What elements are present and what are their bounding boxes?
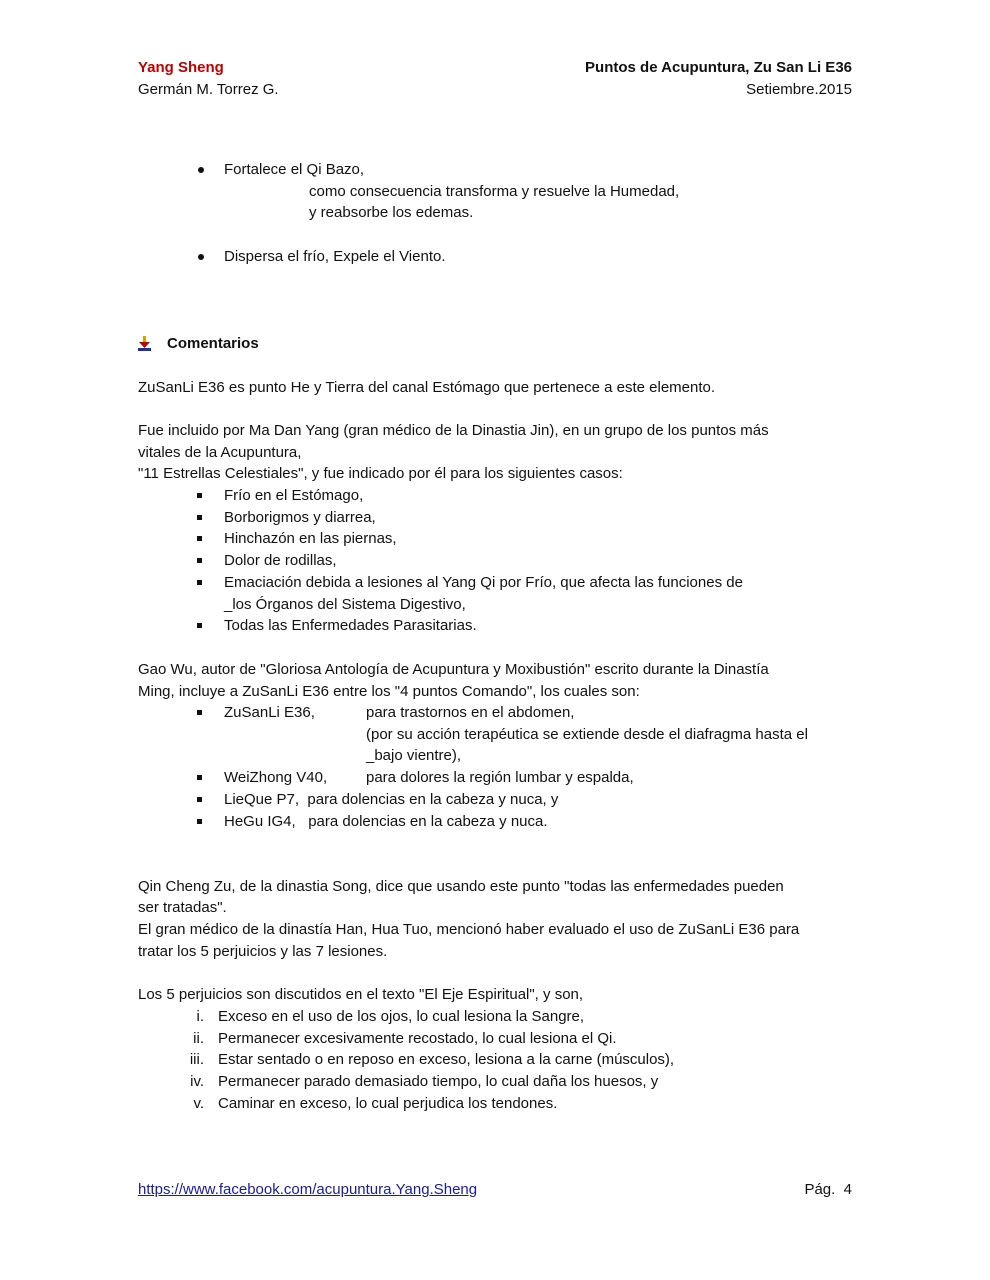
paragraph: Qin Cheng Zu, de la dinastia Song, dice que usando este punto "todas las enfermedades pueden [138,878,784,895]
header-doc-title: Puntos de Acupuntura, Zu San Li E36 [585,59,852,76]
command-point-desc: para trastornos en el abdomen, [366,704,575,721]
paragraph: vitales de la Acupuntura, [138,444,302,461]
square-bullet-icon [197,515,202,520]
square-bullet-icon [197,710,202,715]
bullet-text: Fortalece el Qi Bazo, [224,161,365,178]
list-item: Caminar en exceso, lo cual perjudica los tendones. [218,1095,558,1112]
bullet-icon [198,254,204,260]
square-bullet-icon [197,580,202,585]
command-point: HeGu IG4, para dolencias en la cabeza y nuca. [224,813,548,830]
list-item: Dolor de rodillas, [224,552,337,569]
list-item: Frío en el Estómago, [224,487,364,504]
list-item: Estar sentado o en reposo en exceso, lesiona a la carne (músculos), [218,1051,675,1068]
paragraph: Fue incluido por Ma Dan Yang (gran médico de la Dinastia Jin), en un grupo de los puntos más [138,422,769,439]
command-point-name: ZuSanLi E36, [224,704,315,721]
bullet-icon [198,167,204,173]
header-date: Setiembre.2015 [746,81,852,98]
square-bullet-icon [197,558,202,563]
paragraph: Gao Wu, autor de "Gloriosa Antología de Acupuntura y Moxibustión" escrito durante la Dinastía [138,661,769,678]
bullet-text-continued: y reabsorbe los edemas. [309,204,474,221]
paragraph: ZuSanLi E36 es punto He y Tierra del canal Estómago que pertenece a este elemento. [138,379,716,396]
bullet-text-continued: como consecuencia transforma y resuelve la Humedad, [309,183,680,200]
arrow-bullet-icon [137,336,153,352]
square-bullet-icon [197,797,202,802]
paragraph: Los 5 perjuicios son discutidos en el texto "El Eje Espiritual", y son, [138,986,584,1003]
command-point-desc: para dolores la región lumbar y espalda, [366,769,634,786]
section-heading: Comentarios [167,335,259,352]
paragraph: El gran médico de la dinastía Han, Hua Tuo, mencionó haber evaluado el uso de ZuSanLi E36 para [138,921,800,938]
list-item: Permanecer parado demasiado tiempo, lo cual daña los huesos, y [218,1073,659,1090]
page-number: Pág. 4 [804,1181,852,1198]
command-point-desc: _bajo vientre), [366,747,462,764]
paragraph: ser tratadas". [138,899,227,916]
paragraph: "11 Estrellas Celestiales", y fue indicado por él para los siguientes casos: [138,465,623,482]
paragraph: Ming, incluye a ZuSanLi E36 entre los "4 puntos Comando", los cuales son: [138,683,640,700]
list-item: Permanecer excesivamente recostado, lo cual lesiona el Qi. [218,1030,617,1047]
square-bullet-icon [197,623,202,628]
header-author: Germán M. Torrez G. [138,81,279,98]
command-point: LieQue P7, para dolencias en la cabeza y nuca, y [224,791,559,808]
square-bullet-icon [197,493,202,498]
command-point-name: WeiZhong V40, [224,769,328,786]
square-bullet-icon [197,819,202,824]
list-item: Exceso en el uso de los ojos, lo cual lesiona la Sangre, [218,1008,585,1025]
square-bullet-icon [197,536,202,541]
list-item: Todas las Enfermedades Parasitarias. [224,617,477,634]
header-site-title: Yang Sheng [138,59,224,76]
list-item: Hinchazón en las piernas, [224,530,397,547]
roman-numeral: v. [193,1095,204,1112]
paragraph: tratar los 5 perjuicios y las 7 lesiones. [138,943,388,960]
square-bullet-icon [197,775,202,780]
bullet-text: Dispersa el frío, Expele el Viento. [224,248,446,265]
list-item: Borborigmos y diarrea, [224,509,376,526]
roman-numeral: iii. [189,1051,204,1068]
command-point-desc: (por su acción terapéutica se extiende desde el diafragma hasta el [366,726,808,743]
roman-numeral: i. [196,1008,204,1025]
footer-facebook-link[interactable]: https://www.facebook.com/acupuntura.Yang.Sheng [138,1181,478,1198]
list-item-continued: _los Órganos del Sistema Digestivo, [224,596,466,613]
roman-numeral: ii. [193,1030,204,1047]
list-item: Emaciación debida a lesiones al Yang Qi por Frío, que afecta las funciones de [224,574,743,591]
roman-numeral: iv. [190,1073,204,1090]
